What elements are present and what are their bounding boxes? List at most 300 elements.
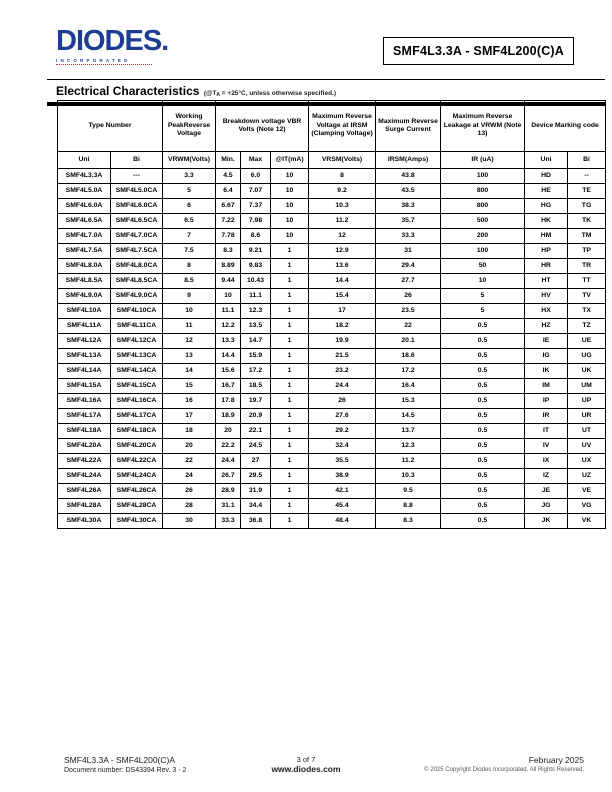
cell-vrsm: 18.2 — [309, 319, 376, 334]
cell-mark-uni: IP — [525, 394, 568, 409]
cell-mark-uni: HT — [525, 274, 568, 289]
cell-type-bi: SMF4L13CA — [111, 349, 163, 364]
cell-vbr-min: 8.89 — [216, 259, 241, 274]
cell-mark-bi: UM — [568, 379, 606, 394]
cell-type-bi: SMF4L12CA — [111, 334, 163, 349]
section-heading — [47, 80, 605, 101]
part-number-range: SMF4L3.3A - SMF4L200(C)A — [392, 44, 565, 58]
cell-vbr-max: 6.0 — [241, 169, 271, 184]
cell-mark-bi: TZ — [568, 319, 606, 334]
subheader-min: Min. — [216, 152, 241, 169]
footer-document-number: Document number: DS43394 Rev. 3 - 2 — [64, 766, 187, 774]
cell-ir: 5 — [441, 289, 525, 304]
table-row — [58, 259, 606, 274]
cell-irsm: 29.4 — [376, 259, 441, 274]
cell-type-uni: SMF4L11A — [58, 319, 111, 334]
cell-mark-uni: IR — [525, 409, 568, 424]
cell-type-bi: SMF4L7.0CA — [111, 229, 163, 244]
cell-irsm: 8.3 — [376, 514, 441, 529]
cell-it: 1 — [271, 244, 309, 259]
cell-type-uni: SMF4L20A — [58, 439, 111, 454]
cell-vbr-min: 12.2 — [216, 319, 241, 334]
cell-vrwm: 13 — [163, 349, 216, 364]
cell-irsm: 23.5 — [376, 304, 441, 319]
cell-mark-bi: -- — [568, 169, 606, 184]
subheader-ir: IR (uA) — [441, 152, 525, 169]
cell-mark-uni: IV — [525, 439, 568, 454]
cell-vbr-max: 29.5 — [241, 469, 271, 484]
cell-vbr-min: 28.9 — [216, 484, 241, 499]
cell-vrsm: 15.4 — [309, 289, 376, 304]
cell-mark-bi: TV — [568, 289, 606, 304]
cell-mark-bi: TE — [568, 184, 606, 199]
cell-mark-bi: VG — [568, 499, 606, 514]
cell-vrwm: 16 — [163, 394, 216, 409]
table-row — [58, 244, 606, 259]
cell-type-bi: --- — [111, 169, 163, 184]
cell-vbr-min: 7.78 — [216, 229, 241, 244]
cell-vbr-min: 18.9 — [216, 409, 241, 424]
cell-vrwm: 3.3 — [163, 169, 216, 184]
cell-vrwm: 11 — [163, 319, 216, 334]
cell-type-uni: SMF4L13A — [58, 349, 111, 364]
cell-vrsm: 11.2 — [309, 214, 376, 229]
subheader-mark-uni: Uni — [525, 152, 568, 169]
cell-it: 1 — [271, 379, 309, 394]
cell-it: 1 — [271, 349, 309, 364]
cell-it: 1 — [271, 304, 309, 319]
table-row — [58, 379, 606, 394]
cell-vrsm: 12 — [309, 229, 376, 244]
cell-mark-uni: HP — [525, 244, 568, 259]
cell-type-bi: SMF4L14CA — [111, 364, 163, 379]
cell-mark-bi: UT — [568, 424, 606, 439]
cell-mark-bi: TG — [568, 199, 606, 214]
cell-ir: 0.5 — [441, 454, 525, 469]
footer-date: February 2025 — [528, 755, 584, 765]
table-row — [58, 409, 606, 424]
cell-vrsm: 12.9 — [309, 244, 376, 259]
cell-vrwm: 18 — [163, 424, 216, 439]
cell-type-bi: SMF4L26CA — [111, 484, 163, 499]
cell-it: 1 — [271, 259, 309, 274]
cell-mark-uni: IX — [525, 454, 568, 469]
cell-vrsm: 42.1 — [309, 484, 376, 499]
table-group-header-row — [58, 101, 606, 152]
cell-ir: 0.5 — [441, 394, 525, 409]
cell-irsm: 38.3 — [376, 199, 441, 214]
cell-vrwm: 20 — [163, 439, 216, 454]
cell-vbr-max: 34.4 — [241, 499, 271, 514]
cell-vbr-max: 22.1 — [241, 424, 271, 439]
cell-it: 1 — [271, 409, 309, 424]
cell-mark-uni: JE — [525, 484, 568, 499]
section-title: Electrical Characteristics — [56, 84, 200, 98]
cell-mark-uni: HX — [525, 304, 568, 319]
cell-irsm: 43.8 — [376, 169, 441, 184]
header-max-reverse-surge-current: Maximum Reverse Surge Current — [376, 101, 441, 152]
cell-type-bi: SMF4L16CA — [111, 394, 163, 409]
cell-mark-bi: UR — [568, 409, 606, 424]
cell-type-bi: SMF4L10CA — [111, 304, 163, 319]
cell-ir: 50 — [441, 259, 525, 274]
subheader-irsm: IRSM(Amps) — [376, 152, 441, 169]
cell-vbr-min: 17.8 — [216, 394, 241, 409]
cell-ir: 500 — [441, 214, 525, 229]
cell-mark-uni: HV — [525, 289, 568, 304]
cell-mark-bi: TT — [568, 274, 606, 289]
cell-vrwm: 6 — [163, 199, 216, 214]
cell-type-uni: SMF4L5.0A — [58, 184, 111, 199]
cell-vrwm: 24 — [163, 469, 216, 484]
cell-mark-bi: UE — [568, 334, 606, 349]
cell-type-bi: SMF4L6.5CA — [111, 214, 163, 229]
cell-ir: 0.5 — [441, 409, 525, 424]
footer-part-range: SMF4L3.3A - SMF4L200(C)A — [64, 755, 176, 765]
cell-type-bi: SMF4L7.5CA — [111, 244, 163, 259]
cell-vrsm: 24.4 — [309, 379, 376, 394]
cell-type-uni: SMF4L17A — [58, 409, 111, 424]
cell-vbr-max: 7.37 — [241, 199, 271, 214]
cell-vrwm: 8.5 — [163, 274, 216, 289]
cell-it: 10 — [271, 229, 309, 244]
cell-vrsm: 35.5 — [309, 454, 376, 469]
cell-ir: 0.5 — [441, 424, 525, 439]
cell-irsm: 14.5 — [376, 409, 441, 424]
cell-vrsm: 48.4 — [309, 514, 376, 529]
table-row — [58, 439, 606, 454]
cell-vrsm: 26 — [309, 394, 376, 409]
part-number-box — [383, 37, 574, 65]
cell-it: 1 — [271, 484, 309, 499]
cell-it: 1 — [271, 469, 309, 484]
cell-mark-bi: TP — [568, 244, 606, 259]
subheader-vrwm: VRWM(Volts) — [163, 152, 216, 169]
table-row — [58, 469, 606, 484]
cell-vrsm: 29.2 — [309, 424, 376, 439]
cell-vbr-min: 8.3 — [216, 244, 241, 259]
cell-it: 1 — [271, 319, 309, 334]
cell-mark-bi: TR — [568, 259, 606, 274]
cell-mark-bi: UK — [568, 364, 606, 379]
cell-type-bi: SMF4L22CA — [111, 454, 163, 469]
diodes-logo-wordmark: DIODES. — [56, 25, 169, 57]
cell-irsm: 35.7 — [376, 214, 441, 229]
cell-irsm: 15.3 — [376, 394, 441, 409]
table-row — [58, 214, 606, 229]
cell-vbr-max: 18.5 — [241, 379, 271, 394]
cell-mark-bi: UV — [568, 439, 606, 454]
cell-ir: 100 — [441, 169, 525, 184]
cell-vbr-min: 6.4 — [216, 184, 241, 199]
cell-vbr-max: 17.2 — [241, 364, 271, 379]
cell-it: 10 — [271, 214, 309, 229]
cell-vbr-max: 10.43 — [241, 274, 271, 289]
cell-irsm: 20.1 — [376, 334, 441, 349]
cell-type-uni: SMF4L28A — [58, 499, 111, 514]
cell-mark-uni: HE — [525, 184, 568, 199]
cell-type-bi: SMF4L28CA — [111, 499, 163, 514]
cell-it: 10 — [271, 184, 309, 199]
cell-mark-uni: HZ — [525, 319, 568, 334]
cell-vbr-min: 14.4 — [216, 349, 241, 364]
cell-vbr-min: 31.1 — [216, 499, 241, 514]
cell-mark-uni: IM — [525, 379, 568, 394]
cell-it: 1 — [271, 334, 309, 349]
cell-ir: 800 — [441, 199, 525, 214]
cell-vbr-max: 9.83 — [241, 259, 271, 274]
cell-type-bi: SMF4L18CA — [111, 424, 163, 439]
cell-type-uni: SMF4L24A — [58, 469, 111, 484]
cell-irsm: 11.2 — [376, 454, 441, 469]
cell-mark-uni: IZ — [525, 469, 568, 484]
cell-vbr-max: 27 — [241, 454, 271, 469]
cell-type-bi: SMF4L15CA — [111, 379, 163, 394]
cell-it: 1 — [271, 454, 309, 469]
cell-type-bi: SMF4L17CA — [111, 409, 163, 424]
cell-irsm: 33.3 — [376, 229, 441, 244]
cell-ir: 0.5 — [441, 484, 525, 499]
cell-vrsm: 32.4 — [309, 439, 376, 454]
cell-type-uni: SMF4L26A — [58, 484, 111, 499]
cell-vbr-min: 24.4 — [216, 454, 241, 469]
cell-vrwm: 15 — [163, 379, 216, 394]
header-breakdown-voltage: Breakdown voltage VBR Volts (Note 12) — [216, 101, 309, 152]
cell-vrsm: 8 — [309, 169, 376, 184]
cell-vrwm: 30 — [163, 514, 216, 529]
cell-vrsm: 38.9 — [309, 469, 376, 484]
cell-irsm: 12.3 — [376, 439, 441, 454]
header-device-marking-code: Device Marking code — [525, 101, 606, 152]
cell-vbr-min: 26.7 — [216, 469, 241, 484]
table-row — [58, 229, 606, 244]
cell-mark-uni: HD — [525, 169, 568, 184]
cell-mark-bi: UX — [568, 454, 606, 469]
cell-vbr-max: 36.8 — [241, 514, 271, 529]
cell-type-uni: SMF4L16A — [58, 394, 111, 409]
cell-vrwm: 22 — [163, 454, 216, 469]
cell-mark-bi: TK — [568, 214, 606, 229]
diodes-logo-incorporated: INCORPORATED — [56, 58, 152, 65]
cell-vbr-max: 9.21 — [241, 244, 271, 259]
cell-ir: 10 — [441, 274, 525, 289]
table-row — [58, 304, 606, 319]
cell-vbr-max: 7.07 — [241, 184, 271, 199]
table-row — [58, 289, 606, 304]
footer-copyright: © 2025 Copyright Diodes Incorporated. All Rights Reserved. — [424, 766, 584, 773]
subheader-vrsm: VRSM(Volts) — [309, 152, 376, 169]
cell-it: 1 — [271, 289, 309, 304]
cell-mark-uni: IK — [525, 364, 568, 379]
cell-type-uni: SMF4L7.0A — [58, 229, 111, 244]
cell-vrsm: 19.9 — [309, 334, 376, 349]
cell-vbr-min: 7.22 — [216, 214, 241, 229]
table-row — [58, 169, 606, 184]
cell-type-uni: SMF4L8.0A — [58, 259, 111, 274]
cell-it: 1 — [271, 499, 309, 514]
cell-type-bi: SMF4L30CA — [111, 514, 163, 529]
table-row — [58, 394, 606, 409]
cell-vbr-min: 6.67 — [216, 199, 241, 214]
cell-irsm: 16.4 — [376, 379, 441, 394]
cell-ir: 0.5 — [441, 439, 525, 454]
footer-page-number: 3 of 7 — [296, 755, 316, 764]
table-row — [58, 499, 606, 514]
table-row — [58, 184, 606, 199]
cell-vrsm: 21.5 — [309, 349, 376, 364]
cell-ir: 5 — [441, 304, 525, 319]
cell-mark-uni: HR — [525, 259, 568, 274]
cell-vbr-min: 10 — [216, 289, 241, 304]
cell-vbr-max: 11.1 — [241, 289, 271, 304]
cell-type-bi: SMF4L11CA — [111, 319, 163, 334]
cell-mark-bi: UZ — [568, 469, 606, 484]
cell-vbr-max: 24.5 — [241, 439, 271, 454]
cell-type-bi: SMF4L8.0CA — [111, 259, 163, 274]
cell-it: 1 — [271, 514, 309, 529]
cell-vrsm: 13.6 — [309, 259, 376, 274]
table-row — [58, 334, 606, 349]
cell-irsm: 31 — [376, 244, 441, 259]
cell-mark-bi: VK — [568, 514, 606, 529]
cell-vbr-min: 4.5 — [216, 169, 241, 184]
cell-vbr-max: 31.9 — [241, 484, 271, 499]
footer-website-link[interactable]: www.diodes.com — [271, 764, 341, 775]
cell-ir: 0.5 — [441, 469, 525, 484]
cell-type-bi: SMF4L5.0CA — [111, 184, 163, 199]
table-row — [58, 514, 606, 529]
cell-vrsm: 9.2 — [309, 184, 376, 199]
cell-mark-bi: TM — [568, 229, 606, 244]
cell-type-uni: SMF4L15A — [58, 379, 111, 394]
subheader-it: @IT(mA) — [271, 152, 309, 169]
table-row — [58, 364, 606, 379]
cell-mark-uni: IG — [525, 349, 568, 364]
cell-mark-uni: HM — [525, 229, 568, 244]
cell-type-bi: SMF4L20CA — [111, 439, 163, 454]
table-row — [58, 319, 606, 334]
table-row — [58, 484, 606, 499]
cell-type-uni: SMF4L14A — [58, 364, 111, 379]
cell-ir: 200 — [441, 229, 525, 244]
table-row — [58, 349, 606, 364]
cell-ir: 800 — [441, 184, 525, 199]
cell-irsm: 13.7 — [376, 424, 441, 439]
cell-vbr-min: 9.44 — [216, 274, 241, 289]
cell-irsm: 8.8 — [376, 499, 441, 514]
cell-vbr-max: 13.5 — [241, 319, 271, 334]
subheader-bi: Bi — [111, 152, 163, 169]
cell-ir: 0.5 — [441, 379, 525, 394]
cell-it: 1 — [271, 439, 309, 454]
diodes-logo — [56, 27, 168, 65]
cell-mark-uni: IE — [525, 334, 568, 349]
table-row — [58, 199, 606, 214]
cell-vbr-min: 15.6 — [216, 364, 241, 379]
cell-vrwm: 12 — [163, 334, 216, 349]
cell-vbr-max: 8.6 — [241, 229, 271, 244]
cell-ir: 0.5 — [441, 334, 525, 349]
cell-ir: 100 — [441, 244, 525, 259]
cell-vrsm: 17 — [309, 304, 376, 319]
cell-vrwm: 8 — [163, 259, 216, 274]
cell-vbr-max: 7.98 — [241, 214, 271, 229]
cell-mark-bi: UG — [568, 349, 606, 364]
cell-vrwm: 10 — [163, 304, 216, 319]
table-body — [58, 169, 606, 529]
cell-vrsm: 45.4 — [309, 499, 376, 514]
cell-vbr-max: 12.3 — [241, 304, 271, 319]
cell-type-uni: SMF4L3.3A — [58, 169, 111, 184]
cell-vbr-max: 19.7 — [241, 394, 271, 409]
cell-vbr-min: 13.3 — [216, 334, 241, 349]
cell-vrwm: 28 — [163, 499, 216, 514]
cell-mark-bi: UP — [568, 394, 606, 409]
cell-it: 10 — [271, 169, 309, 184]
cell-vrwm: 9 — [163, 289, 216, 304]
cell-type-uni: SMF4L8.5A — [58, 274, 111, 289]
cell-mark-uni: HK — [525, 214, 568, 229]
subheader-mark-bi: Bi — [568, 152, 606, 169]
cell-irsm: 27.7 — [376, 274, 441, 289]
cell-type-uni: SMF4L12A — [58, 334, 111, 349]
cell-ir: 0.5 — [441, 319, 525, 334]
cell-it: 1 — [271, 424, 309, 439]
cell-vrsm: 27.6 — [309, 409, 376, 424]
electrical-characteristics-table — [57, 100, 606, 529]
cell-type-uni: SMF4L30A — [58, 514, 111, 529]
cell-irsm: 18.6 — [376, 349, 441, 364]
cell-ir: 0.5 — [441, 364, 525, 379]
cell-type-uni: SMF4L10A — [58, 304, 111, 319]
cell-vrwm: 26 — [163, 484, 216, 499]
cell-type-bi: SMF4L9.0CA — [111, 289, 163, 304]
cell-irsm: 43.5 — [376, 184, 441, 199]
cell-ir: 0.5 — [441, 499, 525, 514]
cell-type-uni: SMF4L6.5A — [58, 214, 111, 229]
cell-type-uni: SMF4L6.0A — [58, 199, 111, 214]
cell-vrwm: 5 — [163, 184, 216, 199]
cell-vrwm: 7.5 — [163, 244, 216, 259]
cell-type-uni: SMF4L9.0A — [58, 289, 111, 304]
cell-vrwm: 14 — [163, 364, 216, 379]
cell-type-uni: SMF4L22A — [58, 454, 111, 469]
cell-mark-uni: HG — [525, 199, 568, 214]
cell-vbr-min: 33.3 — [216, 514, 241, 529]
cell-type-bi: SMF4L8.5CA — [111, 274, 163, 289]
header-max-reverse-leakage: Maximum Reverse Leakage at VRWM (Note 13) — [441, 101, 525, 152]
table-row — [58, 274, 606, 289]
cell-irsm: 26 — [376, 289, 441, 304]
cell-it: 1 — [271, 364, 309, 379]
cell-irsm: 10.3 — [376, 469, 441, 484]
cell-type-bi: SMF4L24CA — [111, 469, 163, 484]
table-row — [58, 454, 606, 469]
footer-right — [424, 755, 584, 775]
cell-vbr-max: 15.9 — [241, 349, 271, 364]
cell-mark-uni: IT — [525, 424, 568, 439]
cell-mark-bi: VE — [568, 484, 606, 499]
cell-vbr-min: 11.1 — [216, 304, 241, 319]
cell-it: 10 — [271, 199, 309, 214]
cell-vrsm: 23.2 — [309, 364, 376, 379]
subheader-uni: Uni — [58, 152, 111, 169]
cell-it: 1 — [271, 394, 309, 409]
cell-vrwm: 7 — [163, 229, 216, 244]
subheader-max: Max — [241, 152, 271, 169]
cell-ir: 0.5 — [441, 514, 525, 529]
cell-type-uni: SMF4L18A — [58, 424, 111, 439]
